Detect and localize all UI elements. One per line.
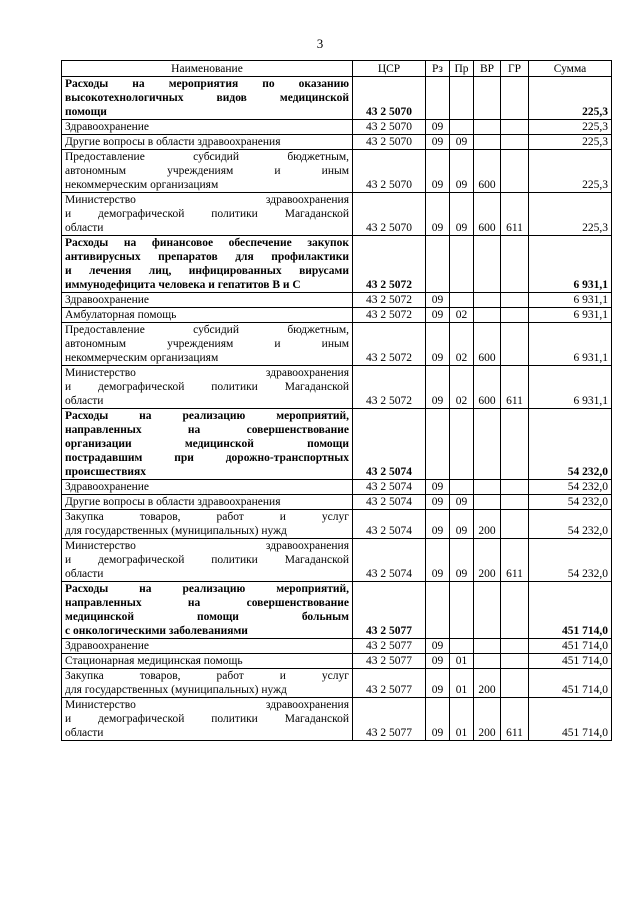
row-vr <box>474 77 501 120</box>
row-csr: 43 2 5070 <box>353 135 426 150</box>
row-pr: 09 <box>450 495 474 510</box>
row-name-line: автономным учреждениям и иным <box>65 338 349 350</box>
row-sum: 451 714,0 <box>529 654 612 669</box>
row-name <box>62 480 353 495</box>
table-row <box>62 409 612 480</box>
header-vr: ВР <box>474 61 501 77</box>
row-name-line: области <box>65 727 104 739</box>
row-pr: 02 <box>450 366 474 409</box>
row-gr <box>501 480 529 495</box>
row-rz: 09 <box>426 308 450 323</box>
row-name-line: Расходы на финансовое обеспечение закупок <box>65 237 349 249</box>
row-name <box>62 236 353 293</box>
table-row <box>62 293 612 308</box>
table-row <box>62 120 612 135</box>
row-sum: 6 931,1 <box>529 308 612 323</box>
row-name-line: медицинской помощи больным <box>65 611 349 623</box>
row-csr: 43 2 5074 <box>353 495 426 510</box>
row-name-line: области <box>65 222 104 234</box>
row-vr <box>474 293 501 308</box>
row-name <box>62 323 353 366</box>
row-vr: 200 <box>474 539 501 582</box>
row-name-line: и демографической политики Магаданской <box>65 713 349 725</box>
row-sum: 6 931,1 <box>529 323 612 366</box>
row-name-line: области <box>65 568 104 580</box>
row-rz <box>426 77 450 120</box>
row-csr: 43 2 5072 <box>353 236 426 293</box>
table-row <box>62 510 612 539</box>
row-name-line: Другие вопросы в области здравоохранения <box>65 136 281 148</box>
row-pr: 09 <box>450 193 474 236</box>
row-gr <box>501 308 529 323</box>
row-name <box>62 654 353 669</box>
row-name-line: Другие вопросы в области здравоохранения <box>65 496 281 508</box>
header-gr: ГР <box>501 61 529 77</box>
row-rz: 09 <box>426 293 450 308</box>
row-sum: 54 232,0 <box>529 480 612 495</box>
row-pr <box>450 639 474 654</box>
table-row <box>62 77 612 120</box>
row-rz: 09 <box>426 120 450 135</box>
table-row <box>62 366 612 409</box>
row-pr <box>450 236 474 293</box>
table-row <box>62 135 612 150</box>
row-sum: 225,3 <box>529 150 612 193</box>
row-gr <box>501 120 529 135</box>
row-gr <box>501 135 529 150</box>
row-name-line: высокотехнологичных видов медицинской <box>65 92 349 104</box>
row-name-line: Министерство здравоохранения <box>65 367 349 379</box>
row-pr <box>450 77 474 120</box>
row-vr: 200 <box>474 669 501 698</box>
table-row <box>62 150 612 193</box>
row-name-line: некоммерческим организациям <box>65 179 219 191</box>
row-csr: 43 2 5074 <box>353 409 426 480</box>
row-name-line: Министерство здравоохранения <box>65 540 349 552</box>
row-sum: 451 714,0 <box>529 639 612 654</box>
row-name <box>62 193 353 236</box>
row-csr: 43 2 5072 <box>353 366 426 409</box>
row-name-line: Предоставление субсидий бюджетным, <box>65 324 349 336</box>
row-csr: 43 2 5070 <box>353 77 426 120</box>
table-row <box>62 193 612 236</box>
row-gr <box>501 409 529 480</box>
row-gr: 611 <box>501 366 529 409</box>
row-gr <box>501 77 529 120</box>
header-sum: Сумма <box>529 61 612 77</box>
row-pr: 09 <box>450 150 474 193</box>
row-name-line: автономным учреждениям и иным <box>65 165 349 177</box>
row-name <box>62 639 353 654</box>
table-row <box>62 639 612 654</box>
row-name <box>62 120 353 135</box>
row-pr <box>450 480 474 495</box>
row-rz: 09 <box>426 135 450 150</box>
row-pr: 02 <box>450 323 474 366</box>
row-sum: 225,3 <box>529 193 612 236</box>
row-rz: 09 <box>426 669 450 698</box>
row-name <box>62 135 353 150</box>
row-name-line: Закупка товаров, работ и услуг <box>65 511 349 523</box>
row-vr: 600 <box>474 323 501 366</box>
row-pr: 02 <box>450 308 474 323</box>
row-vr: 600 <box>474 193 501 236</box>
row-vr <box>474 480 501 495</box>
row-gr: 611 <box>501 193 529 236</box>
row-name-line: иммунодефицита человека и гепатитов В и С <box>65 279 301 291</box>
row-csr: 43 2 5074 <box>353 539 426 582</box>
row-rz: 09 <box>426 366 450 409</box>
row-pr <box>450 293 474 308</box>
row-csr: 43 2 5072 <box>353 293 426 308</box>
row-rz <box>426 582 450 639</box>
table-row <box>62 654 612 669</box>
row-vr <box>474 409 501 480</box>
budget-table <box>61 60 612 741</box>
row-pr <box>450 582 474 639</box>
row-gr <box>501 293 529 308</box>
row-sum: 451 714,0 <box>529 669 612 698</box>
row-name <box>62 582 353 639</box>
row-name-line: и демографической политики Магаданской <box>65 381 349 393</box>
row-pr: 01 <box>450 654 474 669</box>
row-name-line: некоммерческим организациям <box>65 352 219 364</box>
row-name-line: и демографической политики Магаданской <box>65 208 349 220</box>
row-sum: 225,3 <box>529 135 612 150</box>
row-pr: 09 <box>450 135 474 150</box>
header-pr: Пр <box>450 61 474 77</box>
row-name-line: антивирусных препаратов для профилактики <box>65 251 349 263</box>
row-name-line: Здравоохранение <box>65 294 150 306</box>
row-name <box>62 409 353 480</box>
row-rz <box>426 236 450 293</box>
row-name <box>62 698 353 741</box>
row-pr: 01 <box>450 669 474 698</box>
row-rz: 09 <box>426 654 450 669</box>
row-vr <box>474 639 501 654</box>
row-vr <box>474 120 501 135</box>
row-pr: 09 <box>450 510 474 539</box>
row-gr <box>501 639 529 654</box>
page-number: 3 <box>316 36 324 51</box>
row-gr <box>501 654 529 669</box>
header-row <box>62 61 612 77</box>
row-name <box>62 495 353 510</box>
row-rz: 09 <box>426 698 450 741</box>
row-name-line: направленных на совершенствование <box>65 424 349 436</box>
row-vr: 600 <box>474 150 501 193</box>
row-pr: 09 <box>450 539 474 582</box>
row-csr: 43 2 5077 <box>353 669 426 698</box>
row-name-line: Предоставление субсидий бюджетным, <box>65 151 349 163</box>
row-csr: 43 2 5077 <box>353 654 426 669</box>
row-vr: 200 <box>474 510 501 539</box>
row-name-line: Здравоохранение <box>65 640 150 652</box>
row-name <box>62 510 353 539</box>
row-sum: 6 931,1 <box>529 236 612 293</box>
row-csr: 43 2 5077 <box>353 582 426 639</box>
row-name <box>62 150 353 193</box>
row-csr: 43 2 5074 <box>353 510 426 539</box>
row-gr <box>501 669 529 698</box>
row-name-line: Министерство здравоохранения <box>65 699 349 711</box>
row-name <box>62 366 353 409</box>
row-name-line: и лечения лиц, инфицированных вирусами <box>65 265 349 277</box>
row-name-line: Здравоохранение <box>65 481 150 493</box>
row-name-line: пострадавшим при дорожно-транспортных <box>65 452 349 464</box>
row-name-line: Расходы на реализацию мероприятий, <box>65 410 349 422</box>
row-pr: 01 <box>450 698 474 741</box>
row-name-line: Стационарная медицинская помощь <box>65 655 243 667</box>
row-name-line: области <box>65 395 104 407</box>
row-sum: 225,3 <box>529 120 612 135</box>
row-vr <box>474 135 501 150</box>
table-body <box>62 77 612 741</box>
row-rz: 09 <box>426 150 450 193</box>
row-pr <box>450 120 474 135</box>
row-csr: 43 2 5070 <box>353 150 426 193</box>
row-name-line: организации медицинской помощи <box>65 438 349 450</box>
row-csr: 43 2 5070 <box>353 193 426 236</box>
row-gr: 611 <box>501 539 529 582</box>
row-name-line: Расходы на мероприятия по оказанию <box>65 78 349 90</box>
row-rz <box>426 409 450 480</box>
row-vr <box>474 236 501 293</box>
row-name-line: Закупка товаров, работ и услуг <box>65 670 349 682</box>
row-vr <box>474 654 501 669</box>
row-vr <box>474 308 501 323</box>
row-vr <box>474 495 501 510</box>
table-row <box>62 480 612 495</box>
row-name-line: Здравоохранение <box>65 121 150 133</box>
table-row <box>62 698 612 741</box>
table-row <box>62 539 612 582</box>
row-sum: 451 714,0 <box>529 698 612 741</box>
row-name-line: с онкологическими заболеваниями <box>65 625 248 637</box>
table-row <box>62 236 612 293</box>
row-gr <box>501 510 529 539</box>
table-row <box>62 582 612 639</box>
header-name: Наименование <box>62 61 353 77</box>
row-name <box>62 77 353 120</box>
row-sum: 54 232,0 <box>529 409 612 480</box>
row-csr: 43 2 5072 <box>353 308 426 323</box>
row-vr: 600 <box>474 366 501 409</box>
row-csr: 43 2 5070 <box>353 120 426 135</box>
row-name-line: происшествиях <box>65 466 147 478</box>
row-gr <box>501 495 529 510</box>
row-name-line: Расходы на реализацию мероприятий, <box>65 583 349 595</box>
table-row <box>62 308 612 323</box>
row-csr: 43 2 5077 <box>353 698 426 741</box>
table-row <box>62 323 612 366</box>
row-gr <box>501 236 529 293</box>
row-vr: 200 <box>474 698 501 741</box>
row-name <box>62 293 353 308</box>
row-sum: 54 232,0 <box>529 539 612 582</box>
row-name-line: для государственных (муниципальных) нужд <box>65 684 287 696</box>
row-name-line: Амбулаторная помощь <box>65 309 177 321</box>
row-gr <box>501 150 529 193</box>
row-vr <box>474 582 501 639</box>
row-csr: 43 2 5077 <box>353 639 426 654</box>
row-name-line: Министерство здравоохранения <box>65 194 349 206</box>
row-sum: 451 714,0 <box>529 582 612 639</box>
table-row <box>62 495 612 510</box>
row-name <box>62 669 353 698</box>
row-sum: 6 931,1 <box>529 293 612 308</box>
row-rz: 09 <box>426 510 450 539</box>
row-name-line: направленных на совершенствование <box>65 597 349 609</box>
row-gr <box>501 323 529 366</box>
row-sum: 54 232,0 <box>529 495 612 510</box>
row-rz: 09 <box>426 480 450 495</box>
header-rz: Рз <box>426 61 450 77</box>
row-rz: 09 <box>426 193 450 236</box>
row-sum: 6 931,1 <box>529 366 612 409</box>
row-name-line: помощи <box>65 106 107 118</box>
row-rz: 09 <box>426 323 450 366</box>
table-row <box>62 669 612 698</box>
row-rz: 09 <box>426 539 450 582</box>
row-rz: 09 <box>426 639 450 654</box>
row-name <box>62 308 353 323</box>
row-name-line: для государственных (муниципальных) нужд <box>65 525 287 537</box>
row-sum: 225,3 <box>529 77 612 120</box>
header-csr: ЦСР <box>353 61 426 77</box>
row-gr <box>501 582 529 639</box>
row-sum: 54 232,0 <box>529 510 612 539</box>
row-name-line: и демографической политики Магаданской <box>65 554 349 566</box>
row-csr: 43 2 5074 <box>353 480 426 495</box>
row-rz: 09 <box>426 495 450 510</box>
row-pr <box>450 409 474 480</box>
row-gr: 611 <box>501 698 529 741</box>
row-name <box>62 539 353 582</box>
row-csr: 43 2 5072 <box>353 323 426 366</box>
